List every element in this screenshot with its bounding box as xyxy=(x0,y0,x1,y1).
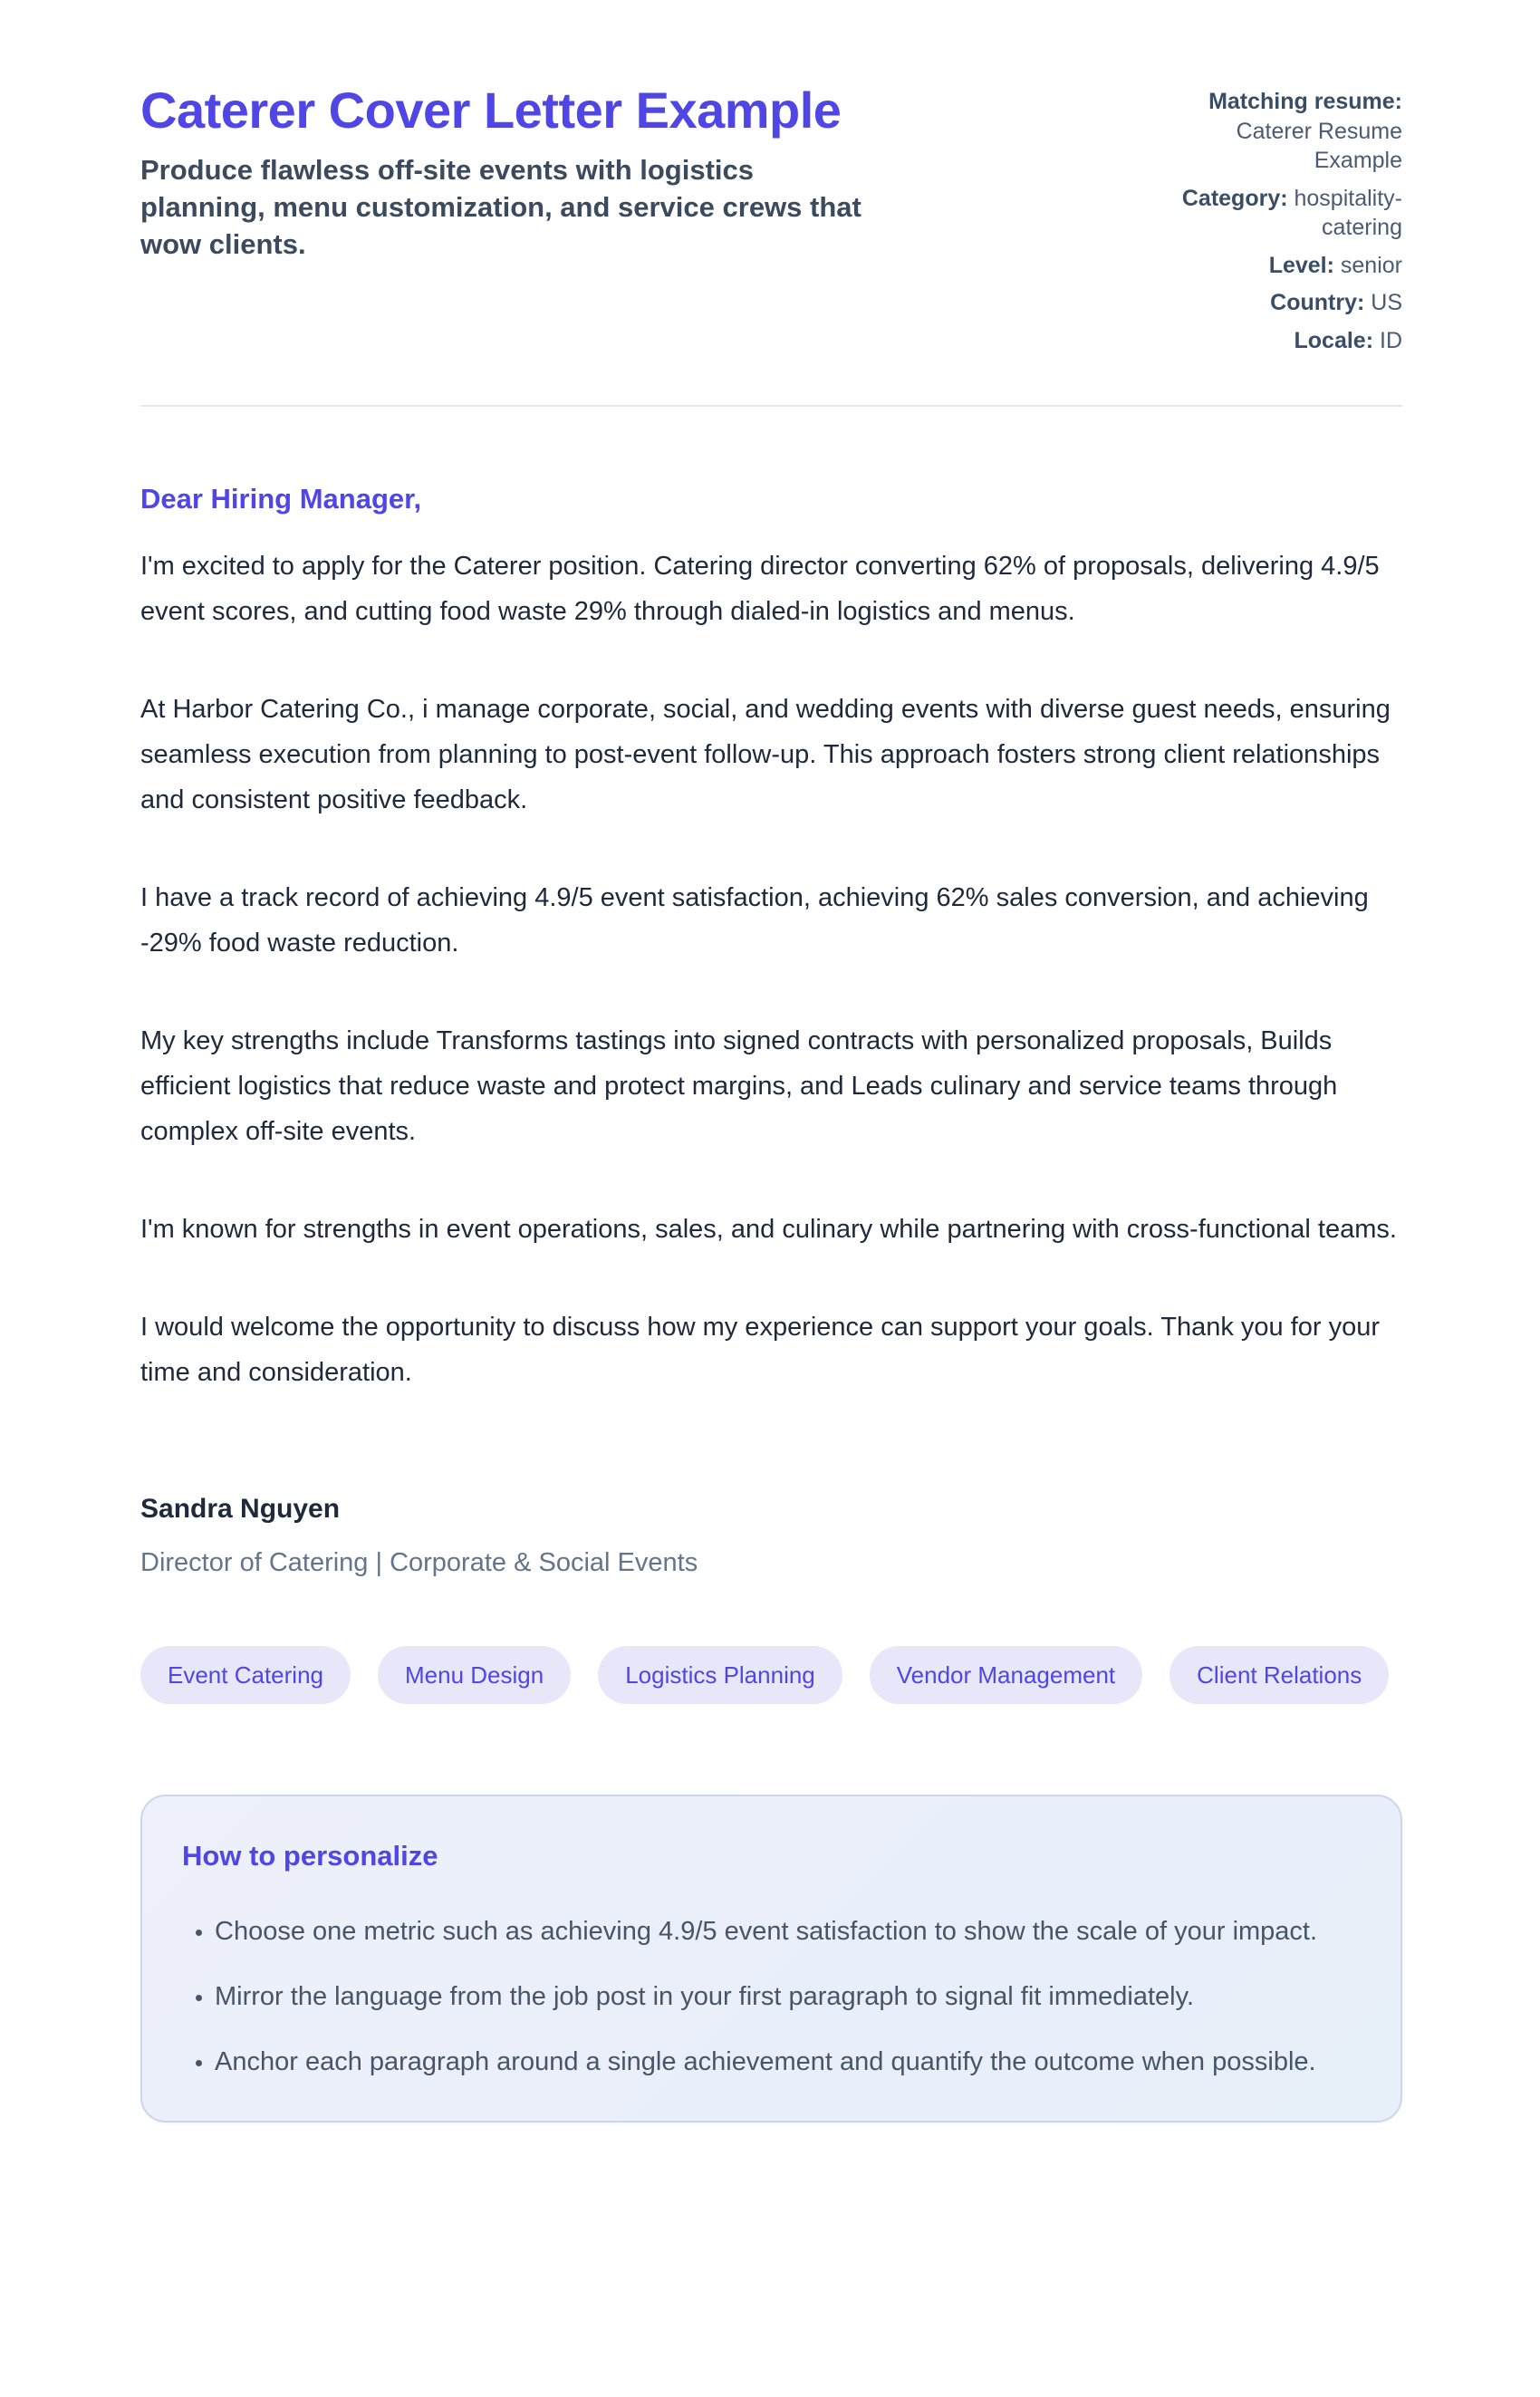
callout-tip: • Choose one metric such as achieving 4.9/5 event satisfaction to show the scale of your impact. xyxy=(215,1909,1361,1954)
callout-tip: • Mirror the language from the job post in your first paragraph to signal fit immediately. xyxy=(215,1974,1361,2019)
meta-matching-resume xyxy=(1165,87,1402,176)
resume-meta-panel xyxy=(1165,87,1402,363)
meta-label: Matching resume: xyxy=(1208,89,1402,114)
header xyxy=(140,82,1402,363)
skill-tag[interactable]: Client Relations xyxy=(1169,1646,1389,1704)
letter-paragraph: My key strengths include Transforms tastings into signed contracts with personalized proposals, Builds efficient logistics that reduce waste and protect margins, and Leads culinary and service teams through complex off-site events. xyxy=(140,1025,1338,1146)
letter-paragraph: At Harbor Catering Co., i manage corporate, social, and wedding events with diverse guest needs, ensuring seamless execution from planning to post-event follow-up. This approach fosters strong client relationships and consistent positive feedback. xyxy=(140,694,1391,814)
greeting: Dear Hiring Manager, xyxy=(140,483,422,515)
skill-tag[interactable]: Logistics Planning xyxy=(598,1646,842,1704)
skill-tags xyxy=(140,1646,1402,1704)
skill-tag[interactable]: Event Catering xyxy=(140,1646,351,1704)
callout-title: How to personalize xyxy=(182,1839,438,1872)
meta-value: Caterer Resume Example xyxy=(1236,118,1402,173)
meta-label: Category: xyxy=(1181,185,1288,211)
letter-paragraph: I'm known for strengths in event operations, sales, and culinary while partnering with cross-functional teams. xyxy=(140,1214,1397,1244)
meta-label: Level: xyxy=(1268,252,1334,278)
meta-value: senior xyxy=(1340,252,1402,278)
header-divider xyxy=(140,405,1402,407)
skill-tag[interactable]: Vendor Management xyxy=(870,1646,1142,1704)
header-title-block xyxy=(140,82,883,264)
letter-paragraph: I have a track record of achieving 4.9/5 event satisfaction, achieving 62% sales conversion, and achieving -29% food waste reduction. xyxy=(140,882,1369,958)
meta-value: hospitality-catering xyxy=(1294,185,1402,240)
callout-tip: • Anchor each paragraph around a single achievement and quantify the outcome when possible. xyxy=(215,2039,1361,2084)
skill-tag[interactable]: Menu Design xyxy=(378,1646,571,1704)
callout-tips-list xyxy=(182,1909,1361,2084)
meta-country xyxy=(1165,288,1402,318)
letter-paragraph: I'm excited to apply for the Caterer position. Catering director converting 62% of proposals, delivering 4.9/5 event scores, and cutting food waste 29% through dialed-in logistics and menus. xyxy=(140,551,1380,626)
letter-body xyxy=(140,481,1402,2123)
meta-value: ID xyxy=(1380,327,1402,353)
meta-level xyxy=(1165,251,1402,281)
meta-locale xyxy=(1165,326,1402,356)
letter-paragraph: I would welcome the opportunity to discuss how my experience can support your goals. Thank you for your time and consideration. xyxy=(140,1312,1381,1387)
page-title: Caterer Cover Letter Example xyxy=(140,82,842,139)
personalize-callout xyxy=(140,1795,1402,2123)
meta-value: US xyxy=(1371,290,1402,315)
signature-role: Director of Catering | Corporate & Social Events xyxy=(140,1547,698,1577)
page-subtitle: Produce flawless off-site events with logistics planning, menu customization, and service crews that wow clients. xyxy=(140,154,861,261)
meta-category xyxy=(1165,184,1402,243)
signature-name: Sandra Nguyen xyxy=(140,1493,341,1524)
meta-label: Locale: xyxy=(1294,327,1374,353)
meta-label: Country: xyxy=(1270,290,1365,315)
